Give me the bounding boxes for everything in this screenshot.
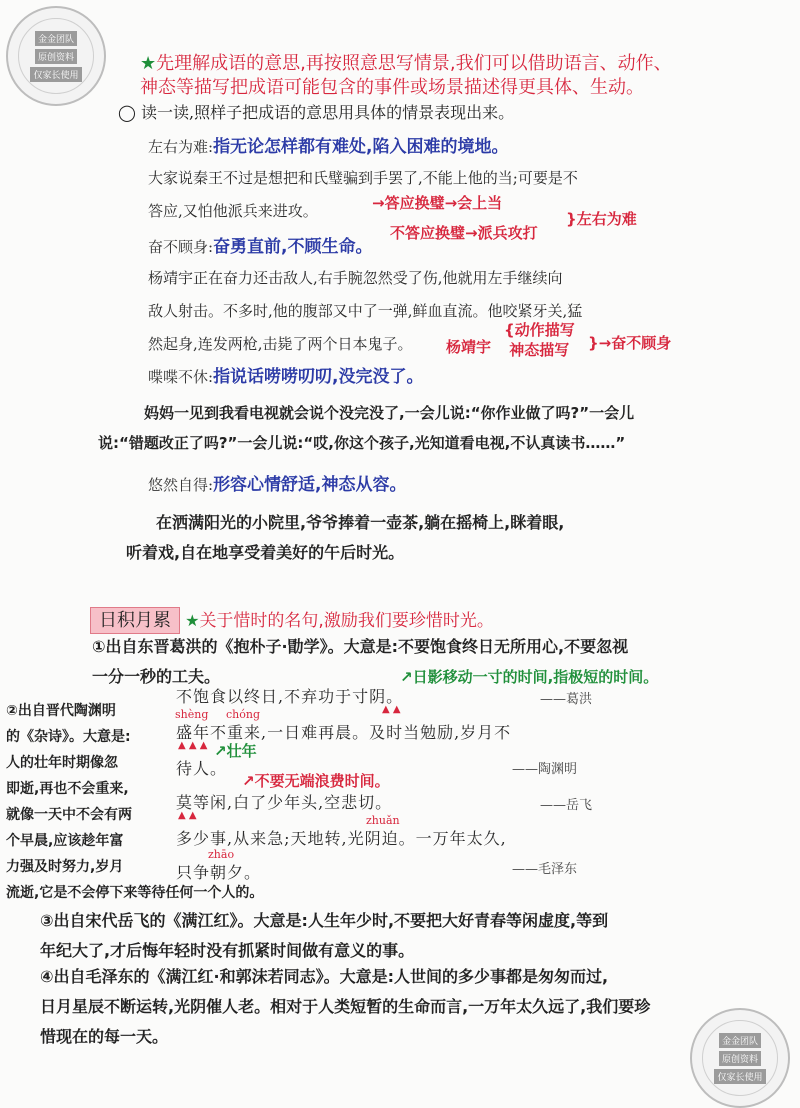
watermark-stamp-bottom: 金金团队 原创资料 仅家长使用	[690, 1008, 790, 1108]
poem-4-line-1: 多少事,从来急;天地转,光阴迫。一万年太久,	[176, 829, 507, 848]
instruction: ◯ 读一读,照样子把成语的意思用具体的情景表现出来。	[118, 103, 515, 122]
poem-2-annotation: ↗壮年	[214, 742, 257, 760]
note-2-last-line: 流逝,它是不会停下来等待任何一个人的。	[6, 885, 264, 901]
poem-3-author: ——岳飞	[540, 798, 593, 813]
idiom-1-annotation-a: →答应换璧→会上当	[372, 194, 503, 212]
section-banner: 日积月累	[90, 607, 180, 634]
note-1: ①出自东晋葛洪的《抱朴子·勖学》。大意是:不要饱食终日无所用心,不要忽视 一分一秒的工夫。	[92, 637, 629, 686]
pinyin-sheng: shèng	[175, 708, 209, 721]
marker-triangles: ▲ ▲	[382, 704, 401, 715]
idiom-1-heading: 左右为难:指无论怎样都有难处,陷入困难的境地。	[148, 137, 509, 157]
poem-2-annotation-2: ↗不要无端浪费时间。	[242, 772, 390, 790]
idiom-2-text: 杨靖宇正在奋力还击敌人,右手腕忽然受了伤,他就用左手继续向 敌人射击。不多时,他的腹部又中了一弹,鲜血直流。他咬紧牙关,猛 然起身,连发两枪,击毙了两个日本鬼子。	[148, 269, 583, 353]
idiom-2-heading: 奋不顾身:奋勇直前,不顾生命。	[148, 237, 373, 257]
marker-triangles: ▲ ▲	[178, 810, 197, 821]
idiom-2-annotation-result: }→奋不顾身	[588, 334, 672, 352]
marker-triangles: ▲ ▲ ▲	[178, 740, 208, 751]
section-heading: 日积月累 ★关于惜时的名句,激励我们要珍惜时光。	[90, 606, 494, 632]
pinyin-zhuan: zhuǎn	[366, 814, 400, 827]
poem-1-author: ——葛洪	[540, 692, 593, 707]
idiom-2-annotation-name: 杨靖宇	[446, 338, 492, 356]
poem-4-line-2: 只争朝夕。	[176, 863, 262, 882]
idiom-1-annotation-b: 不答应换璧→派兵攻打	[390, 224, 538, 242]
idiom-3-text: 妈妈一见到我看电视就会说个没完没了,一会儿说:“你作业做了吗?”一会儿 说:“错题改正了吗?”一会儿说:“哎,你这个孩子,光知道看电视,不认真读书……”	[98, 404, 635, 452]
idiom-4-text: 在洒满阳光的小院里,爷爷捧着一壶茶,躺在摇椅上,眯着眼, 听着戏,自在地享受着美好的午后时光。	[126, 513, 565, 562]
idiom-1-text: 大家说秦王不过是想把和氏璧骗到手罢了,不能上他的当;可要是不 答应,又怕他派兵来进攻。	[148, 169, 578, 220]
poem-2-line-2: 待人。	[176, 759, 228, 778]
star-icon: ★	[185, 611, 200, 630]
poem-1: 不饱食以终日,不弃功于寸阴。	[176, 687, 404, 706]
bullet-icon: ◯	[118, 103, 141, 122]
idiom-1-annotation-result: }左右为难	[566, 210, 637, 228]
tip-note: ★先理解成语的意思,再按照意思写情景,我们可以借助语言、动作、神态等描写把成语可能包含的事件或场景描述得更具体、生动。	[140, 53, 672, 98]
pinyin-zhao: zhāo	[208, 848, 235, 861]
star-icon: ★	[140, 53, 157, 74]
watermark-stamp-top: 金金团队 原创资料 仅家长使用	[6, 6, 106, 106]
poem-4-author: ——毛泽东	[512, 862, 578, 877]
pinyin-chong: chóng	[226, 708, 260, 721]
idiom-4-heading: 悠然自得:形容心情舒适,神态从容。	[148, 475, 407, 495]
poem-2-line-1: 盛年不重来,一日难再晨。及时当勉励,岁月不	[176, 723, 512, 742]
note-2: ②出自晋代陶渊明 的《杂诗》。大意是: 人的壮年时期像忽 即逝,再也不会重来, 就像一天中不会有两 个早晨,应该趁年富 力强及时努力,岁月	[6, 703, 132, 875]
note-4: ④出自毛泽东的《满江红·和郭沫若同志》。大意是:人世间的多少事都是匆匆而过, 日月星辰不断运转,光阴催人老。相对于人类短暂的生命而言,一万年太久远了,我们要珍 惜现在的每一天。	[40, 967, 651, 1046]
note-1-annotation: ↗日影移动一寸的时间,指极短的时间。	[400, 668, 659, 686]
poem-2-author: ——陶渊明	[512, 762, 578, 777]
idiom-2-annotation-methods: {动作描写 神态描写	[504, 321, 575, 359]
note-3: ③出自宋代岳飞的《满江红》。大意是:人生年少时,不要把大好青春等闲虚度,等到 年纪大了,才后悔年轻时没有抓紧时间做有意义的事。	[40, 911, 609, 960]
idiom-3-heading: 喋喋不休:指说话唠唠叨叨,没完没了。	[148, 367, 424, 387]
poem-3: 莫等闲,白了少年头,空悲切。	[176, 793, 393, 812]
